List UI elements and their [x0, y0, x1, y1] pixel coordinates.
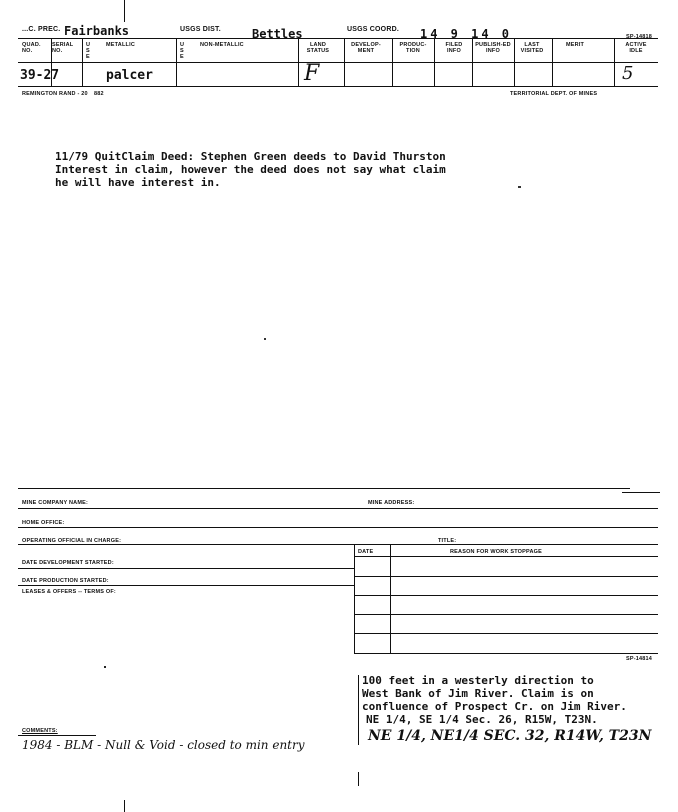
divider [614, 38, 615, 86]
coord-label: USGS COORD. [347, 26, 399, 33]
rule [18, 527, 658, 528]
metallic-value: palcer [106, 68, 153, 83]
dist-value: Bettles [252, 27, 303, 41]
rule [18, 585, 354, 586]
col-production: PRODUC-TION [399, 42, 427, 54]
col-quad: QUAD. NO. [22, 42, 41, 54]
rule [354, 614, 658, 615]
scan-mark [358, 772, 359, 786]
quad-value: 39-27 [20, 68, 60, 83]
location-line-3: confluence of Prospect Cr. on Jim River. [362, 700, 627, 713]
col-active-idle: ACTIVE IDLE [625, 42, 647, 54]
company-top-rule-right [622, 492, 660, 493]
divider [552, 38, 553, 86]
note-line-1: 11/79 QuitClaim Deed: Stephen Green deeds to David Thurston [55, 150, 446, 163]
location-line-4: NE 1/4, SE 1/4 Sec. 26, R15W, T23N. [366, 713, 598, 726]
rule [18, 544, 658, 545]
rule [354, 595, 658, 596]
col-filed-info: FILED INFO [445, 42, 463, 54]
divider [472, 38, 473, 86]
col-last-visited: LAST VISITED [520, 42, 544, 54]
use-letters-non-metallic: U S E [180, 42, 185, 60]
date-label: DATE [358, 549, 374, 555]
rule [354, 633, 658, 634]
form-number-bottom: SP-14814 [626, 656, 653, 662]
divider [344, 38, 345, 86]
active-idle-value: 5 [622, 63, 634, 84]
col-land-status: LAND STATUS [306, 42, 330, 54]
footer-left: REMINGTON RAND - 20 [22, 91, 88, 97]
divider [82, 38, 83, 86]
location-handwritten: NE 1/4, NE1/4 SEC. 32, R14W, T23N [368, 728, 652, 744]
use-letters-metallic: U S E [86, 42, 91, 60]
divider [434, 38, 435, 86]
footer-left-code: 882 [94, 91, 104, 97]
note-line-3: he will have interest in. [55, 176, 221, 189]
footer-right: TERRITORIAL DEPT. OF MINES [510, 91, 598, 97]
prec-label: ...C. PREC. [22, 26, 61, 33]
scan-mark [124, 800, 125, 812]
reason-label: REASON FOR WORK STOPPAGE [450, 549, 542, 555]
land-status-value: F [304, 61, 320, 86]
dist-label: USGS DIST. [180, 26, 221, 33]
header-mid-rule [18, 62, 658, 63]
prec-value: Fairbanks [64, 24, 130, 38]
date-production-label: DATE PRODUCTION STARTED: [22, 578, 109, 584]
divider [514, 38, 515, 86]
leases-label: LEASES & OFFERS -- TERMS OF: [22, 589, 116, 595]
rule [18, 508, 658, 509]
scan-speck [104, 666, 106, 668]
company-top-rule [18, 488, 630, 489]
col-published-info: PUBLISH-ED INFO [475, 42, 511, 54]
scan-mark [124, 0, 125, 22]
rule [18, 735, 96, 736]
title-label: TITLE: [438, 538, 457, 544]
rule [354, 576, 658, 577]
scan-speck [518, 186, 521, 188]
rule [18, 568, 354, 569]
location-line-1: 100 feet in a westerly direction to [362, 674, 594, 687]
col-development: DEVELOP-MENT [351, 42, 381, 54]
operating-official-label: OPERATING OFFICIAL IN CHARGE: [22, 538, 122, 544]
divider [392, 38, 393, 86]
rule [354, 653, 658, 654]
col-metallic: METALLIC [106, 42, 135, 48]
home-office-label: HOME OFFICE: [22, 520, 65, 526]
comments-label: COMMENTS: [22, 728, 58, 734]
header-bottom-rule [18, 86, 658, 87]
divider [390, 544, 391, 653]
location-line-2: West Bank of Jim River. Claim is on [362, 687, 594, 700]
mine-company-label: MINE COMPANY NAME: [22, 500, 89, 506]
location-margin-line [358, 675, 359, 745]
header-top-rule [18, 38, 658, 39]
note-line-2: Interest in claim, however the deed does not say what claim [55, 163, 446, 176]
divider [298, 38, 299, 86]
scan-speck [264, 338, 266, 340]
form-number-top: SP-14818 [626, 34, 653, 40]
date-development-label: DATE DEVELOPMENT STARTED: [22, 560, 114, 566]
rule [354, 556, 658, 557]
mine-address-label: MINE ADDRESS: [368, 500, 415, 506]
comments-handwritten: 1984 - BLM - Null & Void - closed to min entry [22, 738, 305, 752]
col-non-metallic: NON-METALLIC [200, 42, 244, 48]
divider [354, 544, 355, 653]
divider [176, 38, 177, 86]
coord-value: 14 9 14 0 [420, 27, 513, 41]
col-serial: SERIAL NO. [52, 42, 74, 54]
col-merit: MERIT [566, 42, 585, 48]
